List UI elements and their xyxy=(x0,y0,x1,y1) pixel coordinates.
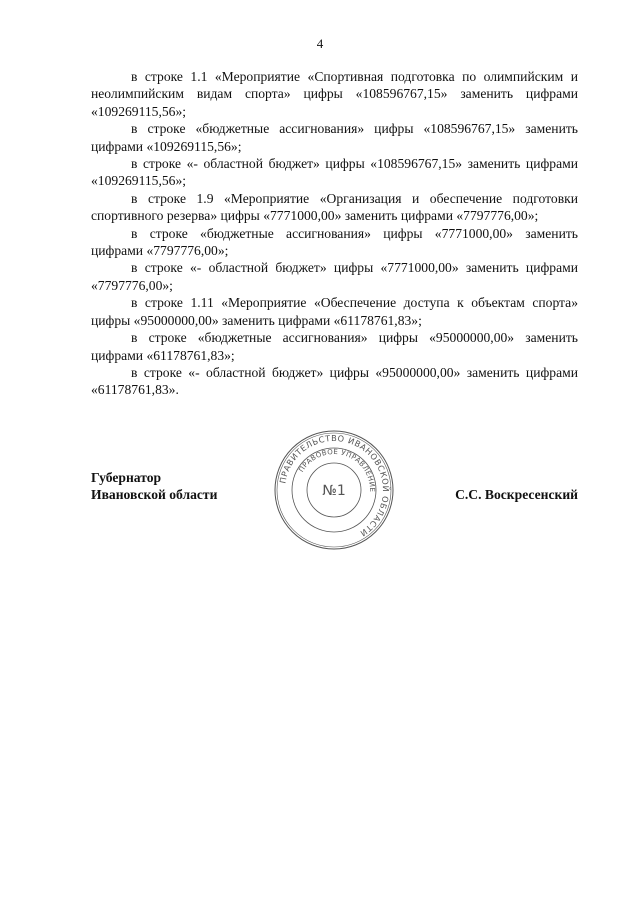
page-number: 4 xyxy=(316,36,324,51)
paragraph: в строке «- областной бюджет» цифры «95000000,00» заменить цифрами «61178761,83». xyxy=(91,364,578,398)
seal-stamp xyxy=(272,428,396,552)
seal-outer-text: ПРАВИТЕЛЬСТВО ИВАНОВСКОЙ ОБЛАСТИ xyxy=(277,432,392,539)
signatory-title-line: Ивановской области xyxy=(91,487,218,503)
paragraph: в строке «бюджетные ассигнования» цифры «95000000,00» заменить цифрами «61178761,83»; xyxy=(91,330,578,363)
document-body xyxy=(91,68,578,399)
paragraph: в строке «- областной бюджет» цифры «7771000,00» заменить цифрами «7797776,00»; xyxy=(91,260,578,293)
paragraph: в строке 1.1 «Мероприятие «Спортивная подготовка по олимпийским и неолимпийским видам спорта» цифры «108596767,15» заменить цифрами «109269115,56»; xyxy=(91,69,578,119)
paragraph: в строке 1.9 «Мероприятие «Организация и обеспечение подготовки спортивного резерва» цифры «7771000,00» заменить цифрами «7797776,00»; xyxy=(91,190,578,224)
paragraph: в строке «- областной бюджет» цифры «108596767,15» заменить цифрами «109269115,56»; xyxy=(91,156,578,189)
signatory-title-line: Губернатор xyxy=(91,470,162,485)
paragraph: в строке «бюджетные ассигнования» цифры «7771000,00» заменить цифрами «7797776,00»; xyxy=(91,225,578,259)
paragraph: в строке «бюджетные ассигнования» цифры «108596767,15» заменить цифрами «109269115,56»; xyxy=(91,121,578,154)
paragraph: в строке 1.11 «Мероприятие «Обеспечение доступа к объектам спорта» цифры «95000000,00» заменить цифрами «61178761,83»; xyxy=(91,295,578,328)
signatory-title xyxy=(91,469,217,504)
seal-inner-text: ПРАВОВОЕ УПРАВЛЕНИЕ xyxy=(297,447,377,493)
seal-number: №1 xyxy=(322,483,346,499)
signatory-name: С.С. Воскресенский xyxy=(455,487,578,502)
